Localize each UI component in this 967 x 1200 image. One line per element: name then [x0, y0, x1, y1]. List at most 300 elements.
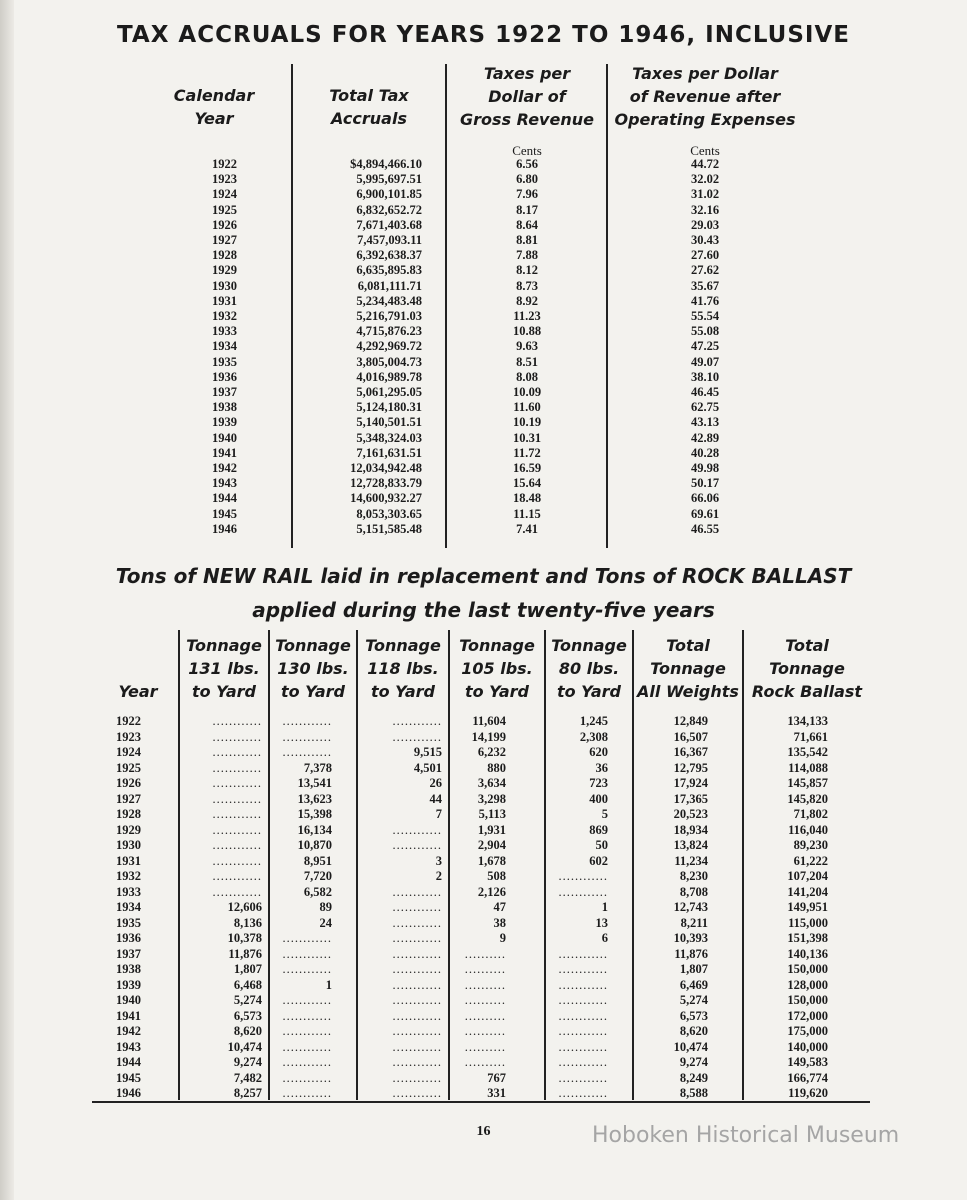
header-total-tax-accruals: [299, 84, 439, 130]
table-cell: 13,824: [673, 838, 708, 852]
column-divider: [606, 64, 608, 548]
table-cell: 8,951: [303, 853, 332, 868]
table-cell: 1922: [116, 714, 141, 728]
header-line: Tonnage: [551, 636, 627, 655]
table-cell: 9: [499, 931, 506, 945]
table-cell: ............: [392, 838, 442, 852]
table-cell: 1931: [116, 853, 141, 868]
table-cell: ............: [282, 1070, 332, 1085]
table-cell: 38.10: [690, 369, 720, 384]
table-cell: ..........: [464, 977, 506, 992]
table-cell: ............: [558, 993, 608, 1007]
table-cell: 15,398: [297, 807, 332, 821]
header-line: 80 lbs.: [558, 659, 620, 678]
table-cell: ............: [212, 729, 262, 744]
table-cell: ............: [282, 1039, 332, 1054]
column-years: [116, 714, 141, 1102]
table-cell: ............: [392, 714, 442, 728]
table-cell: ............: [558, 869, 608, 883]
table-cell: 29.03: [690, 217, 720, 232]
table-cell: ............: [392, 884, 442, 899]
table-cell: 508: [487, 869, 506, 883]
table-cell: 11,604: [472, 714, 506, 728]
header-line: Tonnage: [459, 636, 535, 655]
column-tonnage-131: [184, 714, 262, 1102]
table-cell: 7,720: [303, 869, 332, 883]
table-cell: 1945: [116, 1070, 141, 1085]
table-cell: 46.55: [690, 521, 720, 536]
table-cell: 6,081,111.71: [357, 278, 422, 293]
table-cell: 32.16: [690, 202, 720, 217]
table-cell: 11,876: [674, 946, 708, 961]
header-line: Operating Expenses: [614, 110, 796, 129]
table-cell: 6: [601, 931, 608, 945]
table-cell: 13,623: [297, 791, 332, 806]
header-line: 130 lbs.: [277, 659, 349, 678]
page-number: 16: [476, 1124, 491, 1139]
table-cell: 42.89: [690, 430, 720, 445]
table-cell: 140,136: [787, 946, 828, 961]
table-cell: 869: [589, 822, 608, 837]
table-cell: 1944: [116, 1055, 141, 1069]
table-cell: 8,053,303.65: [356, 506, 422, 521]
table-cell: ............: [392, 931, 442, 945]
table-cell: 1941: [116, 1008, 141, 1023]
header-line: Taxes per: [483, 64, 571, 83]
table-cell: ............: [212, 714, 262, 728]
header-line: Rock Ballast: [751, 682, 863, 701]
rail-ballast-table: [100, 626, 870, 1100]
table-cell: 1937: [212, 385, 237, 400]
table-cell: ............: [282, 946, 332, 961]
table-cell: 24: [319, 915, 332, 930]
table-cell: 18.48: [512, 491, 542, 506]
table-cell: 7.41: [516, 521, 538, 536]
table-cell: ............: [212, 884, 262, 899]
table-cell: 1946: [212, 521, 237, 536]
column-taxes-gross: [452, 157, 602, 537]
table-cell: 116,040: [788, 822, 828, 837]
table-cell: ............: [392, 977, 442, 992]
table-cell: 38: [493, 915, 506, 930]
column-divider: [291, 64, 293, 548]
tax-accruals-table: [134, 58, 798, 548]
table-cell: ..........: [464, 993, 506, 1007]
table-cell: 12,606: [227, 900, 262, 914]
table-cell: 6.56: [516, 157, 538, 171]
table-cell: 1945: [212, 506, 237, 521]
table-cell: 114,088: [788, 760, 828, 775]
table-cell: 1936: [116, 931, 141, 945]
header-line: Year: [194, 109, 234, 128]
table-cell: 11.72: [513, 445, 541, 460]
table-cell: 10.31: [512, 430, 542, 445]
column-divider: [445, 64, 447, 548]
header-line: Total Tax: [329, 86, 409, 105]
table-cell: 5,274: [233, 993, 262, 1007]
table-cell: 5,140,501.51: [356, 415, 422, 430]
tax-accruals-title: TAX ACCRUALS FOR YEARS 1922 TO 1946, INCLUSIVE: [116, 22, 850, 48]
column-total-tax-accruals: [316, 157, 422, 537]
table-cell: ............: [392, 946, 442, 961]
table-cell: ............: [392, 962, 442, 976]
table-cell: ............: [558, 1055, 608, 1069]
table-cell: 2: [435, 869, 442, 883]
table-cell: 55.08: [690, 324, 720, 339]
table-cell: 1943: [116, 1039, 141, 1054]
table-cell: 1926: [116, 776, 141, 790]
table-cell: 66.06: [690, 491, 720, 506]
table-cell: 1: [325, 977, 332, 992]
table-cell: 11,234: [674, 853, 708, 868]
table-cell: 1922: [212, 157, 237, 171]
table-cell: 36: [595, 760, 608, 775]
table-cell: 50.17: [690, 476, 720, 491]
header-line: 131 lbs.: [188, 659, 260, 678]
museum-watermark: Hoboken Historical Museum: [592, 1123, 900, 1148]
table-cell: 4,715,876.23: [356, 324, 422, 339]
table-cell: 26: [429, 776, 442, 790]
table-cell: ............: [212, 807, 262, 821]
table-cell: 1930: [116, 838, 141, 852]
header-line: Accruals: [331, 109, 407, 128]
table-cell: ............: [212, 869, 262, 883]
column-tonnage-118: [362, 714, 442, 1102]
table-cell: 10,474: [673, 1039, 708, 1054]
table-cell: 150,000: [787, 962, 828, 976]
table-cell: 4,292,969.72: [356, 339, 422, 354]
table-cell: 1940: [116, 993, 141, 1007]
table-cell: 1933: [212, 324, 237, 339]
header-line: to Yard: [556, 682, 622, 701]
table-cell: 6,232: [477, 745, 506, 759]
table-cell: 12,743: [673, 900, 708, 914]
table-cell: 14,199: [471, 729, 506, 744]
header-line: All Weights: [637, 682, 739, 701]
table-cell: 10,378: [227, 931, 262, 945]
table-cell: ............: [212, 776, 262, 790]
table-cell: 7: [435, 807, 442, 821]
table-cell: 1928: [212, 248, 237, 263]
table-cell: 1936: [212, 369, 237, 384]
table-cell: ............: [212, 791, 262, 806]
table-cell: 880: [487, 760, 506, 775]
table-cell: 1,807: [233, 962, 262, 976]
table-cell: 1923: [212, 172, 237, 187]
table-cell: ............: [212, 822, 262, 837]
table-cell: ............: [282, 745, 332, 759]
table-cell: ............: [392, 1070, 442, 1085]
table-cell: 2,904: [477, 838, 506, 852]
header-line: Taxes per Dollar: [632, 64, 778, 83]
table-cell: 10,870: [297, 838, 332, 852]
table-cell: 6,573: [679, 1008, 708, 1023]
table-cell: ............: [282, 962, 332, 976]
table-cell: 1938: [212, 400, 237, 415]
table-cell: 1939: [212, 415, 237, 430]
bottom-rule: [92, 1101, 870, 1103]
table-cell: 1934: [212, 339, 237, 354]
table-cell: 1929: [212, 263, 237, 278]
table-cell: 1944: [212, 491, 237, 506]
table-cell: 5,151,585.48: [356, 521, 422, 536]
table-cell: 12,728,833.79: [350, 476, 422, 491]
table-cell: 1935: [212, 354, 237, 369]
table-cell: 8.12: [516, 263, 538, 278]
table-cell: ............: [282, 1055, 332, 1069]
table-cell: ............: [282, 1024, 332, 1038]
table-cell: 5,274: [679, 993, 708, 1007]
table-cell: 3: [435, 853, 442, 868]
header-tonnage-118: [358, 634, 448, 703]
table-cell: $4,894,466.10: [350, 157, 422, 171]
table-cell: 2,308: [579, 729, 608, 744]
table-cell: 89: [319, 900, 332, 914]
table-cell: 141,204: [787, 884, 828, 899]
table-cell: 145,857: [787, 776, 828, 790]
table-cell: 1,807: [679, 962, 708, 976]
header-line: to Yard: [280, 682, 346, 701]
table-cell: 16,507: [673, 729, 708, 744]
header-line: Tonnage: [769, 659, 845, 678]
table-cell: 1924: [116, 745, 141, 759]
header-line: Tonnage: [275, 636, 351, 655]
table-cell: 8.73: [516, 278, 538, 293]
table-cell: 7.88: [516, 248, 538, 263]
table-cell: 12,849: [673, 714, 708, 728]
table-cell: 145,820: [787, 791, 828, 806]
header-line: 118 lbs.: [367, 659, 439, 678]
table-cell: 8,136: [233, 915, 262, 930]
table-cell: ..........: [464, 1055, 506, 1069]
table-cell: 7,482: [233, 1070, 262, 1085]
table-cell: 1,678: [477, 853, 506, 868]
table-cell: 3,805,004.73: [356, 354, 422, 369]
units-cents-gross: Cents: [512, 143, 542, 158]
table-cell: 1935: [116, 915, 141, 930]
table-cell: 6,573: [233, 1008, 262, 1023]
table-cell: 10,474: [227, 1039, 262, 1054]
table-cell: 1932: [212, 309, 237, 324]
table-cell: ............: [392, 993, 442, 1007]
header-tonnage-80: [546, 634, 632, 703]
table-cell: 69.61: [690, 506, 720, 521]
header-line: 105 lbs.: [461, 659, 533, 678]
table-cell: 1926: [212, 217, 237, 232]
table-cell: 6,582: [303, 884, 332, 899]
header-line: to Yard: [370, 682, 436, 701]
table-cell: 5,348,324.03: [356, 430, 422, 445]
table-cell: 115,000: [788, 915, 828, 930]
table-cell: 1933: [116, 884, 141, 899]
table-cell: 5,995,697.51: [356, 172, 422, 187]
table-cell: 5,124,180.31: [356, 400, 422, 415]
table-cell: 71,802: [793, 807, 828, 821]
table-cell: 1943: [212, 476, 237, 491]
table-cell: 134,133: [787, 714, 828, 728]
header-taxes-per-dollar-gross: [452, 62, 602, 131]
table-cell: 8,588: [679, 1086, 708, 1100]
table-cell: 12,034,942.48: [350, 461, 422, 476]
table-cell: 32.02: [690, 172, 720, 187]
table-cell: 6,469: [679, 977, 708, 992]
table-cell: ............: [282, 1008, 332, 1023]
header-tonnage-130: [270, 634, 356, 703]
column-years: [212, 157, 237, 537]
table-cell: 35.67: [690, 278, 720, 293]
table-cell: ............: [558, 1039, 608, 1054]
rail-ballast-title-line1: Tons of NEW RAIL laid in replacement and Tons of ROCK BALLAST: [115, 564, 852, 588]
header-line: Total: [785, 636, 829, 655]
table-cell: ............: [558, 1070, 608, 1085]
table-cell: 7.96: [516, 187, 538, 202]
table-cell: 62.75: [690, 400, 720, 415]
table-cell: 1939: [116, 977, 141, 992]
header-calendar-year: [154, 84, 274, 130]
table-cell: ............: [212, 838, 262, 852]
table-cell: 1941: [212, 445, 237, 460]
table-cell: ............: [212, 745, 262, 759]
table-cell: ..........: [464, 962, 506, 976]
table-cell: 8,620: [679, 1024, 708, 1038]
rail-ballast-title-line2: applied during the last twenty-five years: [252, 598, 715, 622]
table-cell: 140,000: [787, 1039, 828, 1054]
header-year: [108, 680, 168, 703]
table-cell: 8.64: [516, 217, 538, 232]
table-cell: 27.62: [690, 263, 720, 278]
table-cell: 49.98: [690, 461, 720, 476]
table-cell: 2,126: [477, 884, 506, 899]
table-cell: 166,774: [787, 1070, 828, 1085]
table-cell: 1942: [116, 1024, 141, 1038]
table-cell: 20,523: [673, 807, 708, 821]
table-cell: 6,832,652.72: [356, 202, 422, 217]
table-cell: 47: [493, 900, 506, 914]
table-cell: 602: [589, 853, 608, 868]
table-cell: ............: [558, 946, 608, 961]
table-cell: 331: [487, 1086, 506, 1100]
table-cell: ..........: [464, 946, 506, 961]
table-cell: 30.43: [690, 233, 720, 248]
table-cell: 10,393: [673, 931, 708, 945]
header-line: Calendar: [173, 86, 255, 105]
table-cell: ............: [558, 962, 608, 976]
table-cell: 5,234,483.48: [356, 293, 422, 308]
header-line: to Yard: [464, 682, 530, 701]
table-cell: 7,378: [303, 760, 332, 775]
header-line: Tonnage: [186, 636, 262, 655]
column-taxes-after: [612, 157, 798, 537]
table-cell: ............: [282, 1086, 332, 1100]
table-cell: 71,661: [793, 729, 828, 744]
table-cell: 10.09: [512, 385, 542, 400]
header-line: Total: [666, 636, 710, 655]
table-cell: 8,249: [679, 1070, 708, 1085]
table-cell: 17,365: [673, 791, 708, 806]
table-cell: ..........: [464, 1039, 506, 1054]
table-cell: 175,000: [787, 1024, 828, 1038]
table-cell: 8,708: [679, 884, 708, 899]
table-cell: ............: [558, 884, 608, 899]
table-cell: 6,392,638.37: [356, 248, 422, 263]
table-cell: 7,457,093.11: [357, 233, 422, 248]
table-cell: 31.02: [690, 187, 720, 202]
table-cell: 44.72: [690, 157, 720, 171]
column-rock-ballast: [776, 714, 828, 1102]
table-cell: 135,542: [787, 745, 828, 759]
table-cell: ..........: [464, 1024, 506, 1038]
table-cell: ............: [282, 993, 332, 1007]
table-cell: 10.88: [512, 324, 542, 339]
table-cell: 1937: [116, 946, 141, 961]
header-line: of Revenue after: [629, 87, 781, 106]
table-cell: ............: [392, 900, 442, 914]
table-cell: 49.07: [690, 354, 720, 369]
table-cell: 17,924: [673, 776, 708, 790]
table-cell: 620: [589, 745, 608, 759]
column-tonnage-130: [272, 714, 332, 1102]
table-cell: 5,216,791.03: [356, 309, 422, 324]
table-cell: 89,230: [793, 838, 828, 852]
table-cell: 1925: [116, 760, 141, 775]
table-cell: ............: [558, 1086, 608, 1100]
column-total-tonnage: [660, 714, 708, 1102]
table-cell: 10.19: [512, 415, 542, 430]
table-cell: 3,634: [477, 776, 506, 790]
table-cell: 14,600,932.27: [350, 491, 422, 506]
table-cell: 5: [601, 807, 608, 821]
table-cell: 27.60: [690, 248, 720, 263]
table-cell: 151,398: [787, 931, 828, 945]
table-cell: ............: [558, 1008, 608, 1023]
table-cell: 1924: [212, 187, 237, 202]
header-line: Tonnage: [365, 636, 441, 655]
table-cell: 1942: [212, 461, 237, 476]
table-cell: ............: [282, 714, 332, 728]
table-cell: 8,230: [679, 869, 708, 883]
table-cell: 7,161,631.51: [356, 445, 422, 460]
table-cell: 1927: [212, 233, 237, 248]
table-cell: 8.08: [516, 369, 538, 384]
table-cell: 9,274: [679, 1055, 708, 1069]
header-line: to Yard: [191, 682, 257, 701]
table-cell: 9.63: [516, 339, 538, 354]
table-cell: 16,134: [297, 822, 332, 837]
table-cell: 149,951: [787, 900, 828, 914]
table-cell: ............: [392, 729, 442, 744]
table-cell: 767: [487, 1070, 506, 1085]
table-cell: 128,000: [787, 977, 828, 992]
table-cell: 1934: [116, 900, 141, 914]
table-cell: 13: [595, 915, 608, 930]
table-cell: 4,501: [413, 760, 442, 775]
table-cell: 5,061,295.05: [356, 385, 422, 400]
table-cell: 9,274: [233, 1055, 262, 1069]
header-tonnage-105: [450, 634, 544, 703]
table-cell: 1929: [116, 822, 141, 837]
table-cell: 44: [429, 791, 442, 806]
table-cell: ............: [392, 915, 442, 930]
table-cell: 172,000: [787, 1008, 828, 1023]
table-cell: 107,204: [787, 869, 828, 883]
table-cell: 1: [601, 900, 608, 914]
table-cell: ............: [282, 729, 332, 744]
table-cell: ............: [212, 853, 262, 868]
table-cell: ............: [212, 760, 262, 775]
table-cell: 1932: [116, 869, 141, 883]
table-cell: 6,468: [233, 977, 262, 992]
header-taxes-per-dollar-after-expenses: [612, 62, 798, 131]
